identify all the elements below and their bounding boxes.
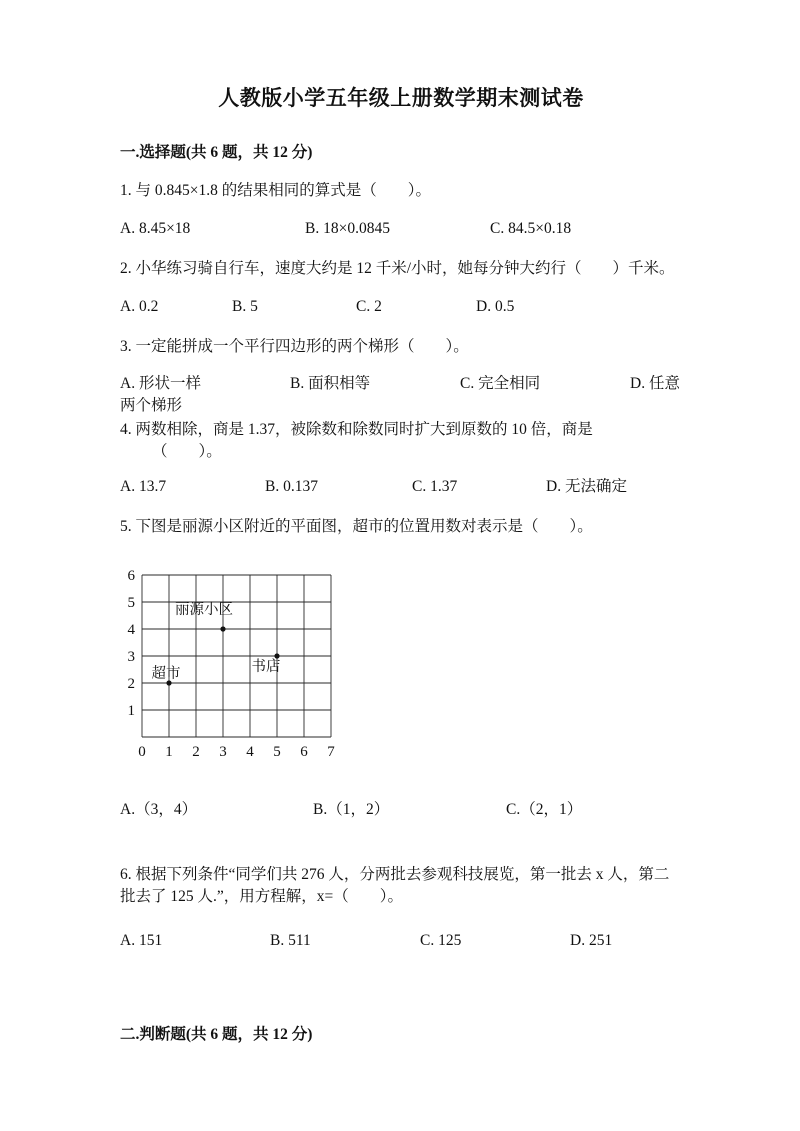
question-5-options: [120, 799, 682, 821]
option-c: C. 1.37: [412, 478, 458, 495]
coordinate-grid-map: [120, 569, 342, 763]
option-a: A.（3，4）: [120, 801, 198, 818]
map-label-liyuan: 丽源小区: [175, 602, 233, 618]
question-4-text: [120, 419, 682, 463]
question-4-text-line1: 4. 两数相除，商是 1.37，被除数和除数同时扩大到原数的 10 倍，商是: [120, 421, 593, 438]
question-4-text-line2: （ ）。: [152, 443, 222, 460]
x-axis-label: 0: [138, 744, 146, 760]
place-markers: [152, 601, 281, 686]
x-axis-label: 5: [273, 744, 281, 760]
section-heading-choice: 一.选择题(共 6 题，共 12 分): [120, 144, 313, 161]
point-shudian-dot: [274, 653, 279, 658]
option-b: B. 0.137: [265, 478, 318, 495]
question-5-text: 5. 下图是丽源小区附近的平面图，超市的位置用数对表示是（ ）。: [120, 518, 593, 535]
option-c: C. 完全相同: [460, 375, 541, 392]
question-4: [120, 419, 682, 498]
y-axis-labels: [128, 569, 136, 719]
page-title: 人教版小学五年级上册数学期末测试卷: [218, 86, 584, 110]
question-1: [120, 180, 682, 240]
point-liyuan-dot: [220, 626, 225, 631]
option-a: A. 0.2: [120, 298, 159, 315]
section-heading-judge: 二.判断题(共 6 题，共 12 分): [120, 1026, 313, 1043]
question-1-text: 1. 与 0.845×1.8 的结果相同的算式是（ ）。: [120, 182, 431, 199]
option-c: C. 2: [356, 298, 382, 315]
option-c: C. 84.5×0.18: [490, 220, 572, 237]
question-2: [120, 258, 682, 318]
x-axis-label: 1: [165, 744, 173, 760]
option-c: C.（2，1）: [506, 801, 583, 818]
question-6: [120, 864, 682, 952]
question-1-options: [120, 218, 682, 240]
option-c: C. 125: [420, 932, 462, 949]
x-axis-label: 2: [192, 744, 200, 760]
question-3: [120, 336, 682, 417]
question-2-options: [120, 296, 682, 318]
x-axis-labels: [138, 744, 335, 760]
option-d: D. 0.5: [476, 298, 515, 315]
option-b: B. 511: [270, 932, 311, 949]
x-axis-label: 4: [246, 744, 254, 760]
x-axis-label: 7: [327, 744, 335, 760]
option-b: B. 5: [232, 298, 258, 315]
map-label-chaoshi: 超市: [151, 666, 181, 682]
y-axis-label: 4: [127, 622, 135, 638]
question-2-text: 2. 小华练习骑自行车，速度大约是 12 千米/小时，她每分钟大约行（ ）千米。: [120, 260, 675, 277]
map-diagram-container: [120, 569, 682, 763]
y-axis-label: 3: [127, 649, 135, 665]
map-label-shudian: 书店: [251, 659, 281, 675]
question-6-text: 6. 根据下列条件“同学们共 276 人，分两批去参观科技展览，第一批去 x 人，第二批去了 125 人.”，用方程解，x=（ ）。: [120, 866, 670, 905]
question-6-options: [120, 930, 682, 952]
option-b: B.（1，2）: [313, 801, 390, 818]
grid-lines: [142, 575, 331, 737]
option-a: A. 形状一样: [120, 375, 201, 392]
option-d: D. 任意两个梯形: [120, 375, 680, 414]
question-5: [120, 516, 682, 821]
option-b: B. 18×0.0845: [305, 220, 390, 237]
option-a: A. 8.45×18: [120, 220, 191, 237]
y-axis-label: 5: [127, 595, 135, 611]
option-a: A. 13.7: [120, 478, 167, 495]
question-4-options: [120, 476, 682, 498]
y-axis-label: 2: [127, 676, 135, 692]
x-axis-label: 3: [219, 744, 227, 760]
y-axis-label: 6: [127, 569, 135, 584]
question-3-text: 3. 一定能拼成一个平行四边形的两个梯形（ ）。: [120, 338, 469, 355]
option-a: A. 151: [120, 932, 163, 949]
x-axis-label: 6: [300, 744, 308, 760]
option-b: B. 面积相等: [290, 375, 371, 392]
y-axis-label: 1: [127, 703, 135, 719]
option-d: D. 251: [570, 932, 613, 949]
option-d: D. 无法确定: [546, 478, 627, 495]
question-3-options: [120, 373, 682, 417]
